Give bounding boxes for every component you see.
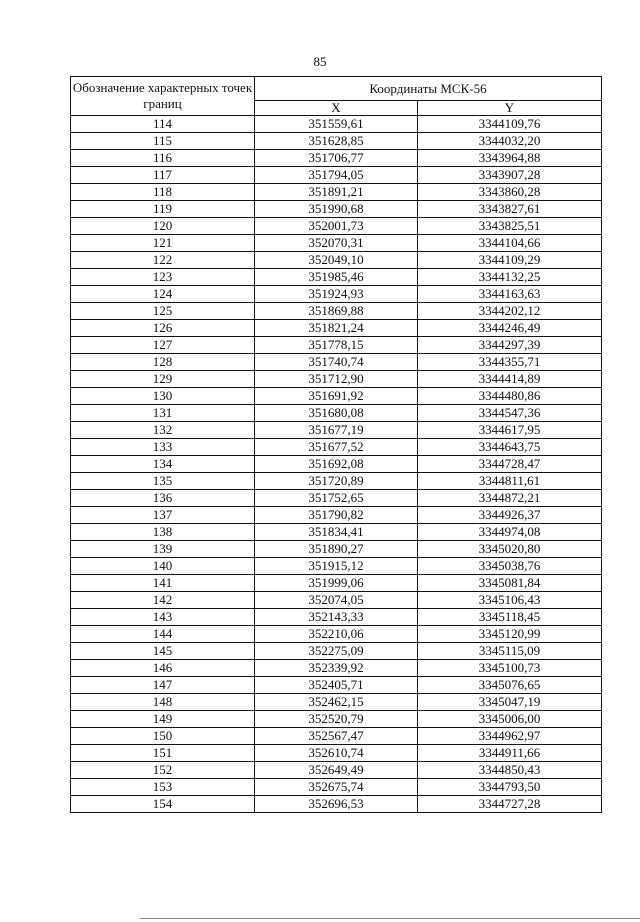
cell-y: 3344547,36: [418, 405, 602, 422]
cell-point: 133: [71, 439, 255, 456]
table-row: [71, 269, 602, 286]
cell-x: 352143,33: [255, 609, 418, 626]
table-row: [71, 609, 602, 626]
cell-x: 351790,82: [255, 507, 418, 524]
cell-y: 3345020,80: [418, 541, 602, 558]
cell-y: 3345100,73: [418, 660, 602, 677]
cell-y: 3344811,61: [418, 473, 602, 490]
table-row: [71, 473, 602, 490]
cell-x: 351680,08: [255, 405, 418, 422]
cell-y: 3343964,88: [418, 150, 602, 167]
cell-y: 3344850,43: [418, 762, 602, 779]
table-row: [71, 728, 602, 745]
header-coordinates-system: Координаты МСК-56: [255, 77, 602, 101]
cell-x: 351677,19: [255, 422, 418, 439]
page-number: 85: [313, 54, 327, 69]
table-row: [71, 541, 602, 558]
table-row: [71, 371, 602, 388]
cell-x: 352567,47: [255, 728, 418, 745]
table-row: [71, 660, 602, 677]
table-row: [71, 218, 602, 235]
cell-x: 351794,05: [255, 167, 418, 184]
table-row: [71, 626, 602, 643]
cell-y: 3343827,61: [418, 201, 602, 218]
cell-point: 140: [71, 558, 255, 575]
cell-y: 3344974,08: [418, 524, 602, 541]
table-row: [71, 643, 602, 660]
cell-x: 351778,15: [255, 337, 418, 354]
cell-x: 351834,41: [255, 524, 418, 541]
cell-x: 351628,85: [255, 133, 418, 150]
cell-point: 134: [71, 456, 255, 473]
cell-y: 3345120,99: [418, 626, 602, 643]
table-row: [71, 252, 602, 269]
cell-point: 118: [71, 184, 255, 201]
table-row: [71, 184, 602, 201]
cell-y: 3344926,37: [418, 507, 602, 524]
cell-point: 139: [71, 541, 255, 558]
cell-y: 3344617,95: [418, 422, 602, 439]
cell-y: 3344202,12: [418, 303, 602, 320]
cell-point: 120: [71, 218, 255, 235]
cell-x: 351706,77: [255, 150, 418, 167]
cell-point: 129: [71, 371, 255, 388]
cell-x: 352339,92: [255, 660, 418, 677]
cell-point: 124: [71, 286, 255, 303]
cell-y: 3344872,21: [418, 490, 602, 507]
table-row: [71, 779, 602, 796]
cell-x: 352610,74: [255, 745, 418, 762]
cell-point: 121: [71, 235, 255, 252]
cell-x: 351999,06: [255, 575, 418, 592]
cell-x: 352210,06: [255, 626, 418, 643]
cell-point: 127: [71, 337, 255, 354]
header-x: X: [255, 101, 418, 116]
cell-y: 3344163,63: [418, 286, 602, 303]
cell-x: 351915,12: [255, 558, 418, 575]
cell-point: 154: [71, 796, 255, 813]
table-row: [71, 694, 602, 711]
cell-y: 3343860,28: [418, 184, 602, 201]
table-row: [71, 235, 602, 252]
cell-point: 117: [71, 167, 255, 184]
cell-point: 137: [71, 507, 255, 524]
cell-y: 3344728,47: [418, 456, 602, 473]
cell-point: 144: [71, 626, 255, 643]
cell-point: 153: [71, 779, 255, 796]
cell-y: 3344793,50: [418, 779, 602, 796]
cell-y: 3345106,43: [418, 592, 602, 609]
cell-y: 3343825,51: [418, 218, 602, 235]
cell-point: 150: [71, 728, 255, 745]
table-row: [71, 303, 602, 320]
table-row: [71, 337, 602, 354]
table-row: [71, 456, 602, 473]
cell-y: 3345081,84: [418, 575, 602, 592]
cell-x: 352275,09: [255, 643, 418, 660]
cell-x: 351692,08: [255, 456, 418, 473]
table-row: [71, 422, 602, 439]
cell-point: 143: [71, 609, 255, 626]
cell-x: 352001,73: [255, 218, 418, 235]
cell-y: 3345115,09: [418, 643, 602, 660]
cell-x: 351924,93: [255, 286, 418, 303]
cell-point: 147: [71, 677, 255, 694]
cell-x: 352462,15: [255, 694, 418, 711]
cell-point: 119: [71, 201, 255, 218]
cell-point: 138: [71, 524, 255, 541]
cell-point: 130: [71, 388, 255, 405]
cell-y: 3344480,86: [418, 388, 602, 405]
cell-point: 136: [71, 490, 255, 507]
table-row: [71, 592, 602, 609]
header-y: Y: [418, 101, 602, 116]
cell-y: 3344132,25: [418, 269, 602, 286]
cell-y: 3344414,89: [418, 371, 602, 388]
table-row: [71, 677, 602, 694]
cell-point: 148: [71, 694, 255, 711]
cell-y: 3344032,20: [418, 133, 602, 150]
cell-y: 3344246,49: [418, 320, 602, 337]
table-body: [71, 116, 602, 813]
cell-point: 125: [71, 303, 255, 320]
cell-y: 3344104,66: [418, 235, 602, 252]
cell-point: 116: [71, 150, 255, 167]
cell-y: 3345006,00: [418, 711, 602, 728]
cell-x: 351869,88: [255, 303, 418, 320]
cell-x: 352049,10: [255, 252, 418, 269]
cell-x: 351990,68: [255, 201, 418, 218]
cell-point: 128: [71, 354, 255, 371]
cell-point: 142: [71, 592, 255, 609]
cell-x: 351677,52: [255, 439, 418, 456]
cell-x: 352070,31: [255, 235, 418, 252]
cell-point: 132: [71, 422, 255, 439]
cell-x: 352675,74: [255, 779, 418, 796]
table-row: [71, 286, 602, 303]
cell-x: 351740,74: [255, 354, 418, 371]
cell-y: 3344962,97: [418, 728, 602, 745]
cell-x: 351821,24: [255, 320, 418, 337]
cell-y: 3343907,28: [418, 167, 602, 184]
cell-point: 146: [71, 660, 255, 677]
table-row: [71, 507, 602, 524]
scan-edge-line: [140, 918, 640, 919]
cell-x: 351712,90: [255, 371, 418, 388]
cell-y: 3345038,76: [418, 558, 602, 575]
cell-point: 123: [71, 269, 255, 286]
cell-y: 3344911,66: [418, 745, 602, 762]
cell-x: 351891,21: [255, 184, 418, 201]
cell-y: 3344297,39: [418, 337, 602, 354]
cell-y: 3344109,76: [418, 116, 602, 133]
table-row: [71, 575, 602, 592]
cell-y: 3344643,75: [418, 439, 602, 456]
cell-point: 149: [71, 711, 255, 728]
table-row: [71, 524, 602, 541]
table-row: [71, 133, 602, 150]
cell-y: 3345047,19: [418, 694, 602, 711]
cell-point: 131: [71, 405, 255, 422]
table-row: [71, 490, 602, 507]
cell-point: 152: [71, 762, 255, 779]
cell-x: 351559,61: [255, 116, 418, 133]
table-row: [71, 150, 602, 167]
table-row: [71, 116, 602, 133]
cell-x: 351720,89: [255, 473, 418, 490]
table-row: [71, 711, 602, 728]
cell-point: 126: [71, 320, 255, 337]
cell-point: 135: [71, 473, 255, 490]
table-row: [71, 388, 602, 405]
cell-x: 352405,71: [255, 677, 418, 694]
table-row: [71, 745, 602, 762]
cell-x: 351691,92: [255, 388, 418, 405]
cell-x: 352649,49: [255, 762, 418, 779]
cell-x: 351985,46: [255, 269, 418, 286]
cell-y: 3344109,29: [418, 252, 602, 269]
cell-point: 141: [71, 575, 255, 592]
cell-point: 115: [71, 133, 255, 150]
cell-y: 3345118,45: [418, 609, 602, 626]
table-row: [71, 796, 602, 813]
cell-point: 145: [71, 643, 255, 660]
header-point-designation: Обозначение характерных точек границ: [71, 77, 255, 116]
cell-y: 3345076,65: [418, 677, 602, 694]
header-row-top: [71, 77, 602, 101]
table-row: [71, 558, 602, 575]
cell-x: 352074,05: [255, 592, 418, 609]
table-row: [71, 201, 602, 218]
table-row: [71, 167, 602, 184]
cell-point: 122: [71, 252, 255, 269]
cell-y: 3344727,28: [418, 796, 602, 813]
table-row: [71, 439, 602, 456]
table-header: [71, 77, 602, 116]
cell-x: 352696,53: [255, 796, 418, 813]
table-row: [71, 762, 602, 779]
table-row: [71, 320, 602, 337]
table-row: [71, 405, 602, 422]
cell-x: 351752,65: [255, 490, 418, 507]
cell-point: 114: [71, 116, 255, 133]
cell-x: 351890,27: [255, 541, 418, 558]
table-row: [71, 354, 602, 371]
cell-point: 151: [71, 745, 255, 762]
cell-x: 352520,79: [255, 711, 418, 728]
cell-y: 3344355,71: [418, 354, 602, 371]
coordinates-table: [70, 76, 602, 813]
